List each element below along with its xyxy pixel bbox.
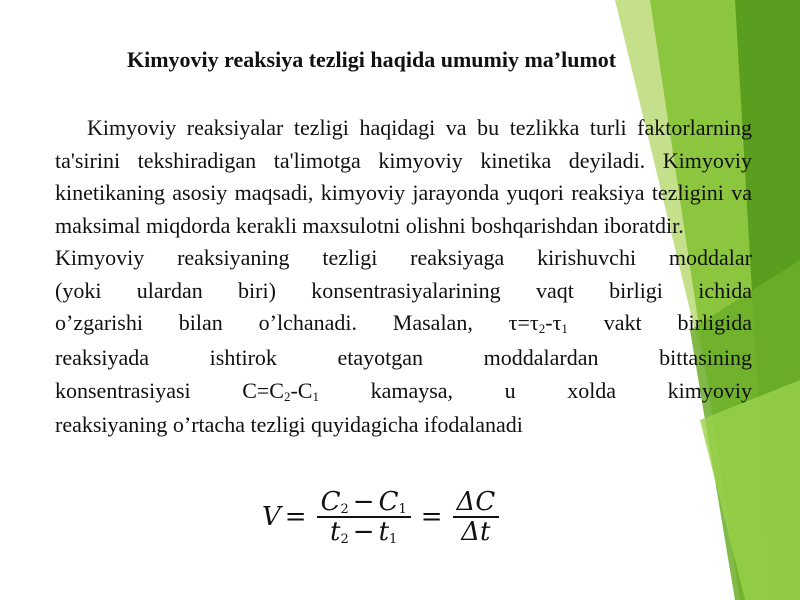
subscript: 2 [340, 502, 349, 517]
text-line-time-interval [55, 307, 752, 340]
formula-delta-t: Δt [461, 517, 491, 547]
text-span: -τ [545, 310, 562, 335]
average-rate-formula [262, 487, 505, 547]
subscript: 2 [340, 532, 349, 547]
formula-denominator [326, 518, 401, 546]
formula-fraction-concentration-over-time [317, 488, 411, 546]
text-span: -C [290, 377, 313, 403]
subscript: 1 [389, 532, 398, 547]
formula-minus: − [352, 517, 375, 547]
formula-symbol: t [330, 517, 341, 547]
slide-title: Kimyoviy reaksiya tezligi haqida umumiy ma’lumot [127, 47, 617, 72]
subscript: 1 [312, 388, 319, 404]
formula-symbol: C [378, 487, 399, 517]
formula-velocity-symbol: V [262, 502, 281, 532]
text-span: kamaysa, u xolda kimyoviy [318, 377, 752, 403]
formula-numerator [317, 488, 411, 516]
text-line: Kimyoviy reaksiyaning tezligi reaksiyaga kirishuvchi moddalar [55, 245, 752, 270]
text-line: reaksiyada ishtirok etayotgan moddalardan bittasining [55, 344, 752, 370]
formula-fraction-delta [453, 488, 500, 546]
subscript: 2 [538, 321, 546, 336]
text-span: vakt birligida [567, 310, 753, 335]
text-span: o’zgarishi bilan o’lchanadi. Masalan, τ=τ [55, 310, 539, 335]
text-line: reaksiyaning o’rtacha tezligi quyidagicha ifodalanadi [55, 412, 523, 437]
formula-delta-c: ΔC [456, 487, 496, 517]
formula-symbol: C [320, 487, 341, 517]
subscript: 1 [398, 502, 407, 517]
formula-equals: = [420, 502, 443, 532]
slide-body [55, 112, 752, 442]
subscript: 1 [561, 321, 568, 336]
paragraph-kinetics-definition: Kimyoviy reaksiyalar tezligi haqidagi va bu tezlikka turli faktorlarning ta'sirini tekshiradigan ta'limotga kimyoviy kinetika deyiladi. Kimyoviy kinetikaning asosiy maqsadi, kimyoviy jarayonda yuqori reaksiya tezligini va maksimal miqdorda kerakli maxsulotni olishni boshqarishdan iboratdir. [55, 115, 752, 238]
formula-symbol: t [378, 517, 390, 547]
paragraph-reaction-rate [55, 242, 752, 442]
subscript: 2 [283, 388, 291, 404]
formula-equals: = [284, 502, 307, 532]
text-span: konsentrasiyasi C=C [55, 377, 284, 403]
text-line: (yoki ulardan biri) konsentrasiyalarining vaqt birligi ichida [55, 277, 752, 303]
formula-minus: − [352, 487, 375, 517]
text-line-concentration [55, 375, 752, 408]
